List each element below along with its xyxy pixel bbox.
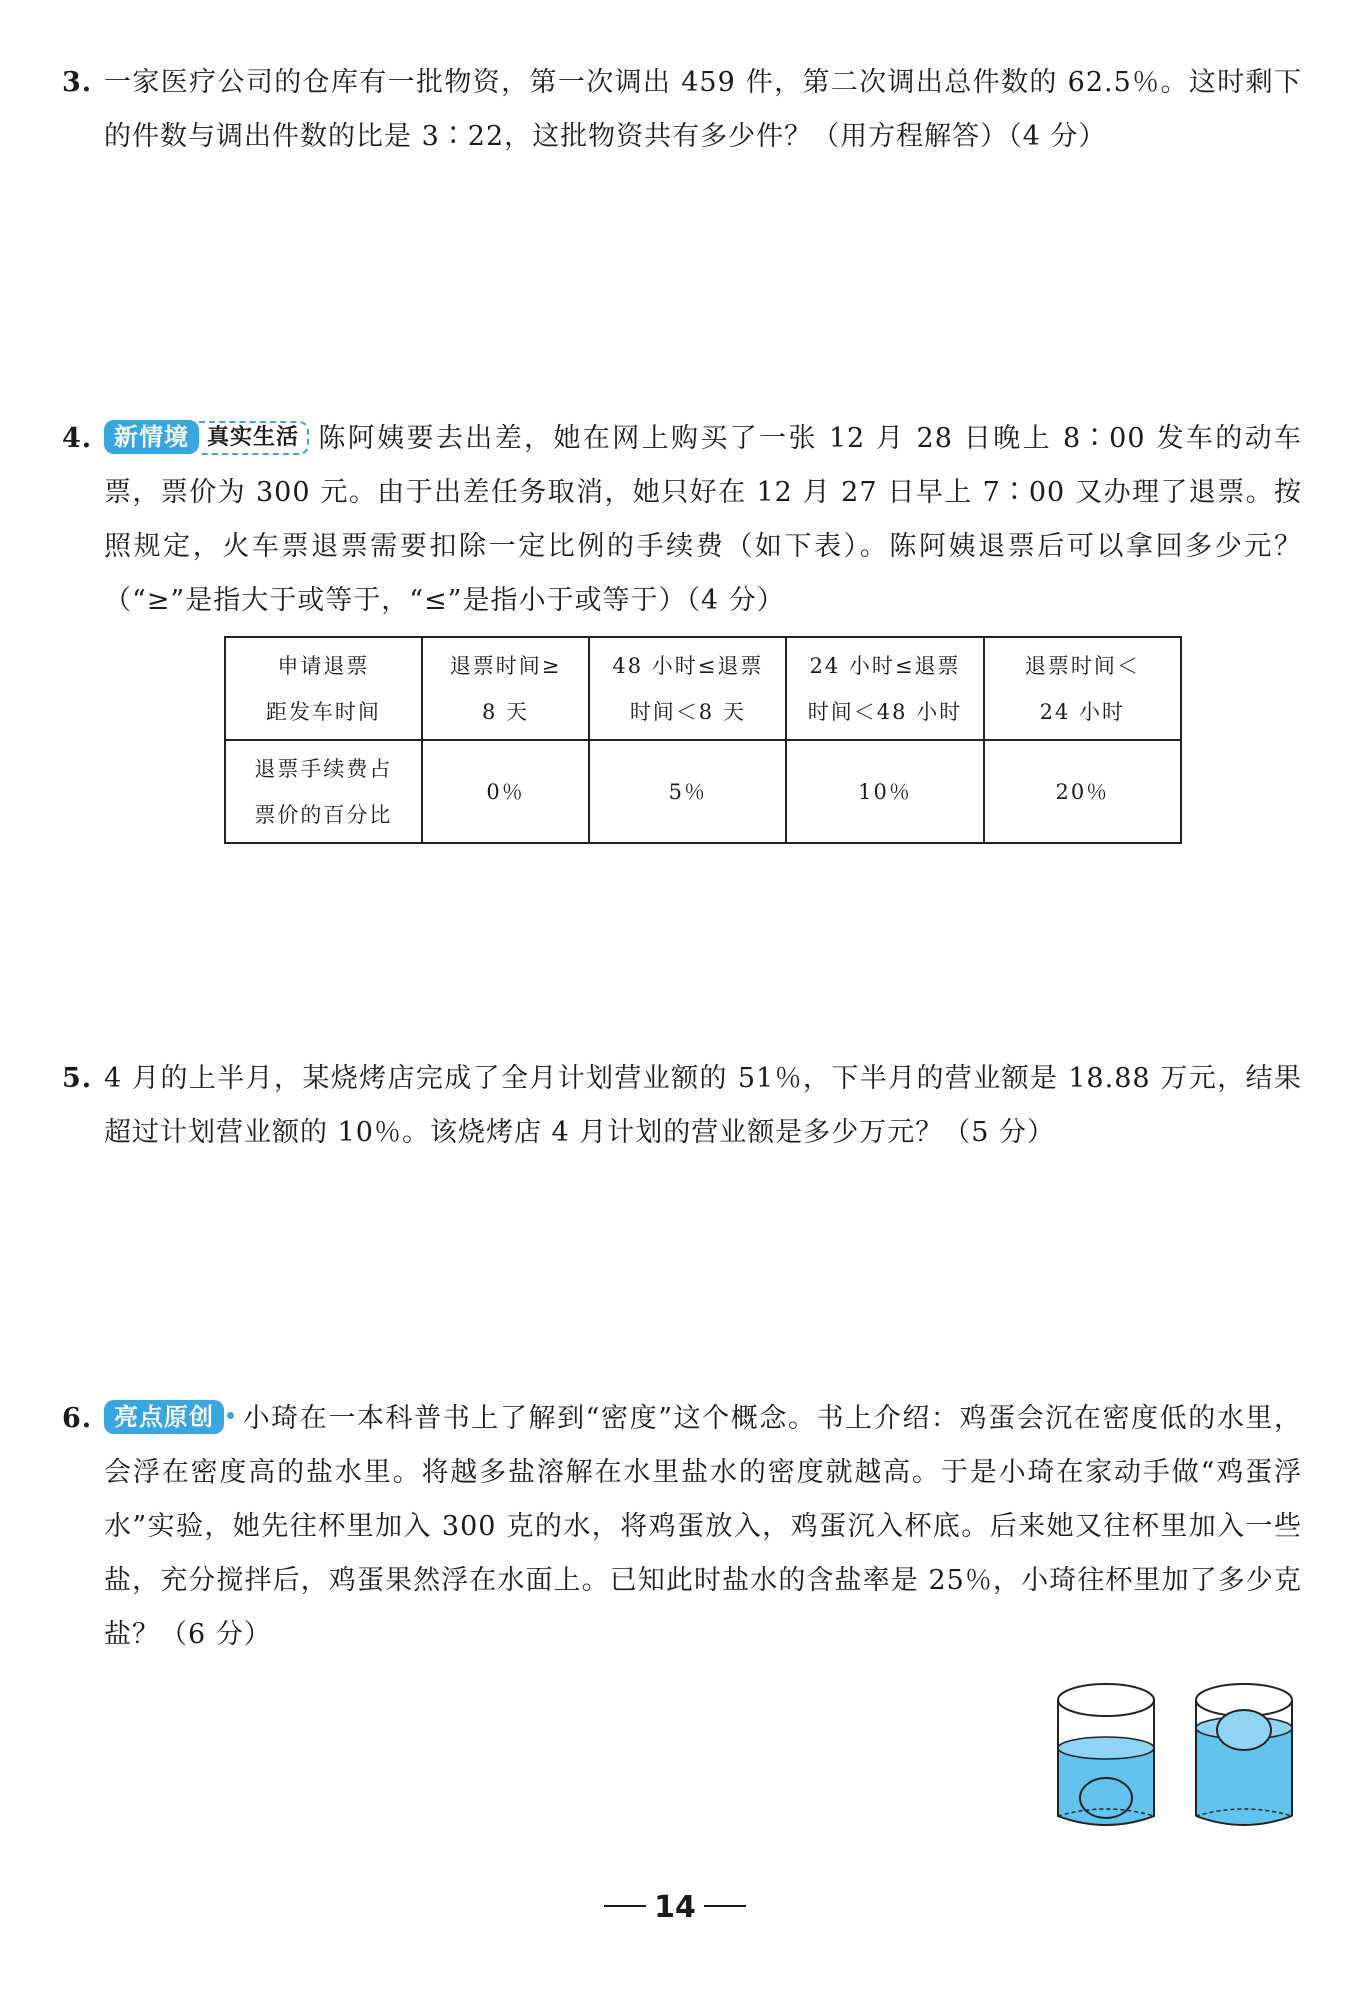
badge-real-life: 真实生活 [199, 421, 309, 455]
dot-icon [227, 1412, 234, 1419]
dash-left [604, 1905, 646, 1907]
table-cell: 退票时间≥ 8 天 [422, 637, 590, 740]
table-cell: 48 小时≤退票 时间＜8 天 [589, 637, 786, 740]
question-text: 4 月的上半月，某烧烤店完成了全月计划营业额的 51％，下半月的营业额是 18.88 万元，结果超过计划营业额的 10％。该烧烤店 4 月计划的营业额是多少万元？（5 分） [104, 1063, 1302, 1148]
dash-right [704, 1905, 746, 1907]
table-cell: 申请退票 距发车时间 [225, 637, 422, 740]
cup-sinking-egg [1058, 1684, 1154, 1825]
question-body [104, 412, 1302, 628]
table-cell: 0％ [422, 740, 590, 843]
question-text: 小琦在一本科普书上了解到“密度”这个概念。书上介绍：鸡蛋会沉在密度低的水里，会浮在密度高的盐水里。将越多盐溶解在水里盐水的密度就越高。于是小琦在家动手做“鸡蛋浮水”实验，她先往杯里加入 300 克的水，将鸡蛋放入，鸡蛋沉入杯底。后来她又往杯里加入一些盐，充分搅拌后，鸡蛋果然浮在水面上。已知此时盐水的含盐率是 25％，小琦往杯里加了多少克盐？（6 分） [104, 1403, 1302, 1650]
question-number: 4. [62, 423, 93, 454]
question-text: 陈阿姨要去出差，她在网上购买了一张 12 月 28 日晚上 8∶00 发车的动车票，票价为 300 元。由于出差任务取消，她只好在 12 月 27 日早上 7∶00 又办理了退票。按照规定，火车票退票需要扣除一定比例的手续费（如下表）。陈阿姨退票后可以拿回多少元？（“≥”是指大于或等于，“≤”是指小于或等于）（4 分） [104, 423, 1302, 616]
table-cell: 5％ [589, 740, 786, 843]
table-cell: 退票手续费占 票价的百分比 [225, 740, 422, 843]
cup-floating-egg [1196, 1684, 1292, 1825]
refund-fee-table [224, 636, 1182, 844]
table-cell: 10％ [786, 740, 983, 843]
question-text: 一家医疗公司的仓库有一批物资，第一次调出 459 件，第二次调出总件数的 62.5％。这时剩下的件数与调出件数的比是 3∶22，这批物资共有多少件？（用方程解答）（4 分） [104, 67, 1302, 152]
question-number: 6. [62, 1403, 93, 1434]
question-number: 5. [62, 1063, 93, 1094]
badge-highlight-original: 亮点原创 [104, 1400, 224, 1434]
question-3 [62, 56, 1302, 164]
page-number: 14 [654, 1890, 696, 1925]
question-5 [62, 1052, 1302, 1160]
page-footer [0, 1890, 1350, 1925]
table-cell: 20％ [984, 740, 1181, 843]
badge-new-context: 新情境 [104, 420, 199, 454]
question-6 [62, 1392, 1302, 1662]
question-body [104, 1392, 1302, 1662]
question-number: 3. [62, 67, 93, 98]
table-cell: 退票时间＜ 24 小时 [984, 637, 1181, 740]
table-row [225, 637, 1181, 740]
table-cell: 24 小时≤退票 时间＜48 小时 [786, 637, 983, 740]
egg-cups-illustration [1050, 1678, 1310, 1838]
question-4 [62, 412, 1302, 628]
table-row [225, 740, 1181, 843]
